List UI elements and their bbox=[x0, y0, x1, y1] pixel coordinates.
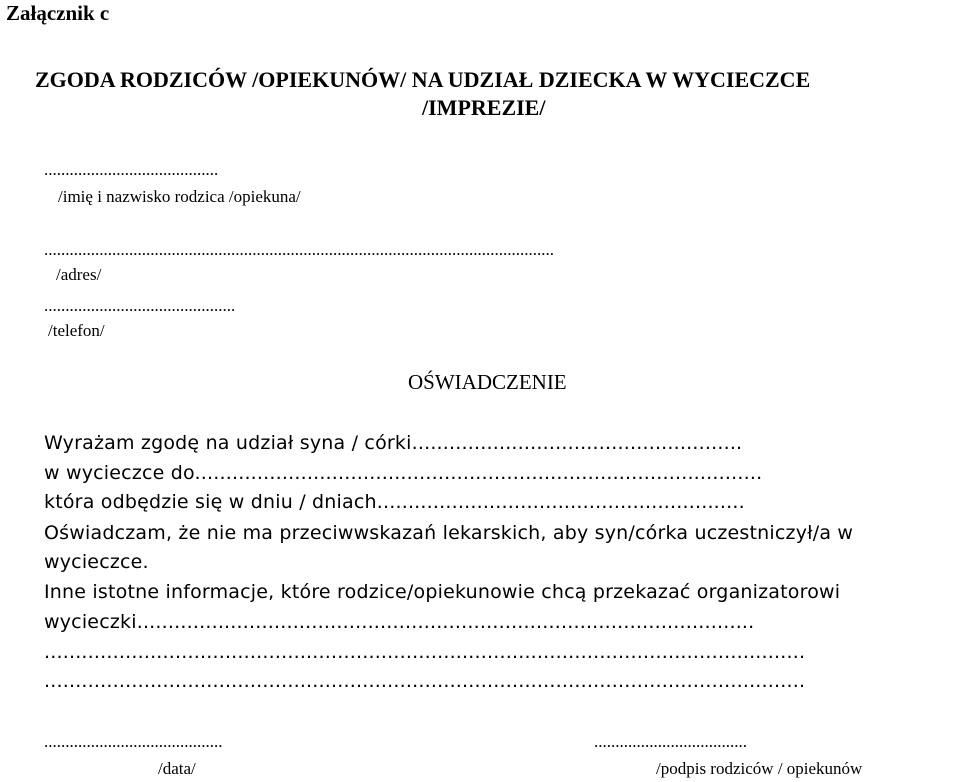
trip-destination-line[interactable]: w wycieczce do........................................................................................... bbox=[44, 462, 763, 484]
medical-statement-line-2: wycieczce. bbox=[44, 551, 149, 573]
parent-name-field[interactable]: ......................................... bbox=[44, 160, 219, 179]
medical-statement-line-1: Oświadczam, że nie ma przeciwwskazań lekarskich, aby syn/córka uczestniczył/a w bbox=[44, 522, 854, 544]
trip-dates-line[interactable]: która odbędzie się w dniu / dniach........................................................... bbox=[44, 491, 745, 513]
phone-caption: /telefon/ bbox=[48, 321, 105, 340]
date-caption: /data/ bbox=[158, 759, 196, 778]
signature-field[interactable]: .................................... bbox=[594, 732, 747, 751]
date-field[interactable]: .......................................... bbox=[44, 732, 223, 751]
additional-info-blank-line-2[interactable]: .......................................................................................................................... bbox=[44, 670, 806, 692]
address-field[interactable]: ........................................................................................................................ bbox=[44, 240, 554, 259]
parent-name-caption: /imię i nazwisko rodzica /opiekuna/ bbox=[58, 187, 301, 206]
address-caption: /adres/ bbox=[56, 265, 102, 284]
document-title-line-1: ZGODA RODZICÓW /OPIEKUNÓW/ NA UDZIAŁ DZIECKA W WYCIECZCE bbox=[35, 67, 811, 92]
additional-info-blank-line-1[interactable]: .......................................................................................................................... bbox=[44, 641, 806, 663]
phone-field[interactable]: ............................................. bbox=[44, 296, 236, 315]
attachment-label: Załącznik c bbox=[6, 1, 110, 25]
declaration-heading: OŚWIADCZENIE bbox=[408, 370, 567, 394]
document-title-line-2: /IMPREZIE/ bbox=[422, 95, 546, 120]
additional-info-field[interactable]: wycieczki................................................................................................... bbox=[44, 611, 755, 633]
consent-child-name-line[interactable]: Wyrażam zgodę na udział syna / córki..................................................... bbox=[44, 432, 743, 454]
signature-caption: /podpis rodziców / opiekunów bbox=[656, 759, 863, 778]
additional-info-line-1: Inne istotne informacje, które rodzice/opiekunowie chcą przekazać organizatorowi bbox=[44, 581, 841, 603]
